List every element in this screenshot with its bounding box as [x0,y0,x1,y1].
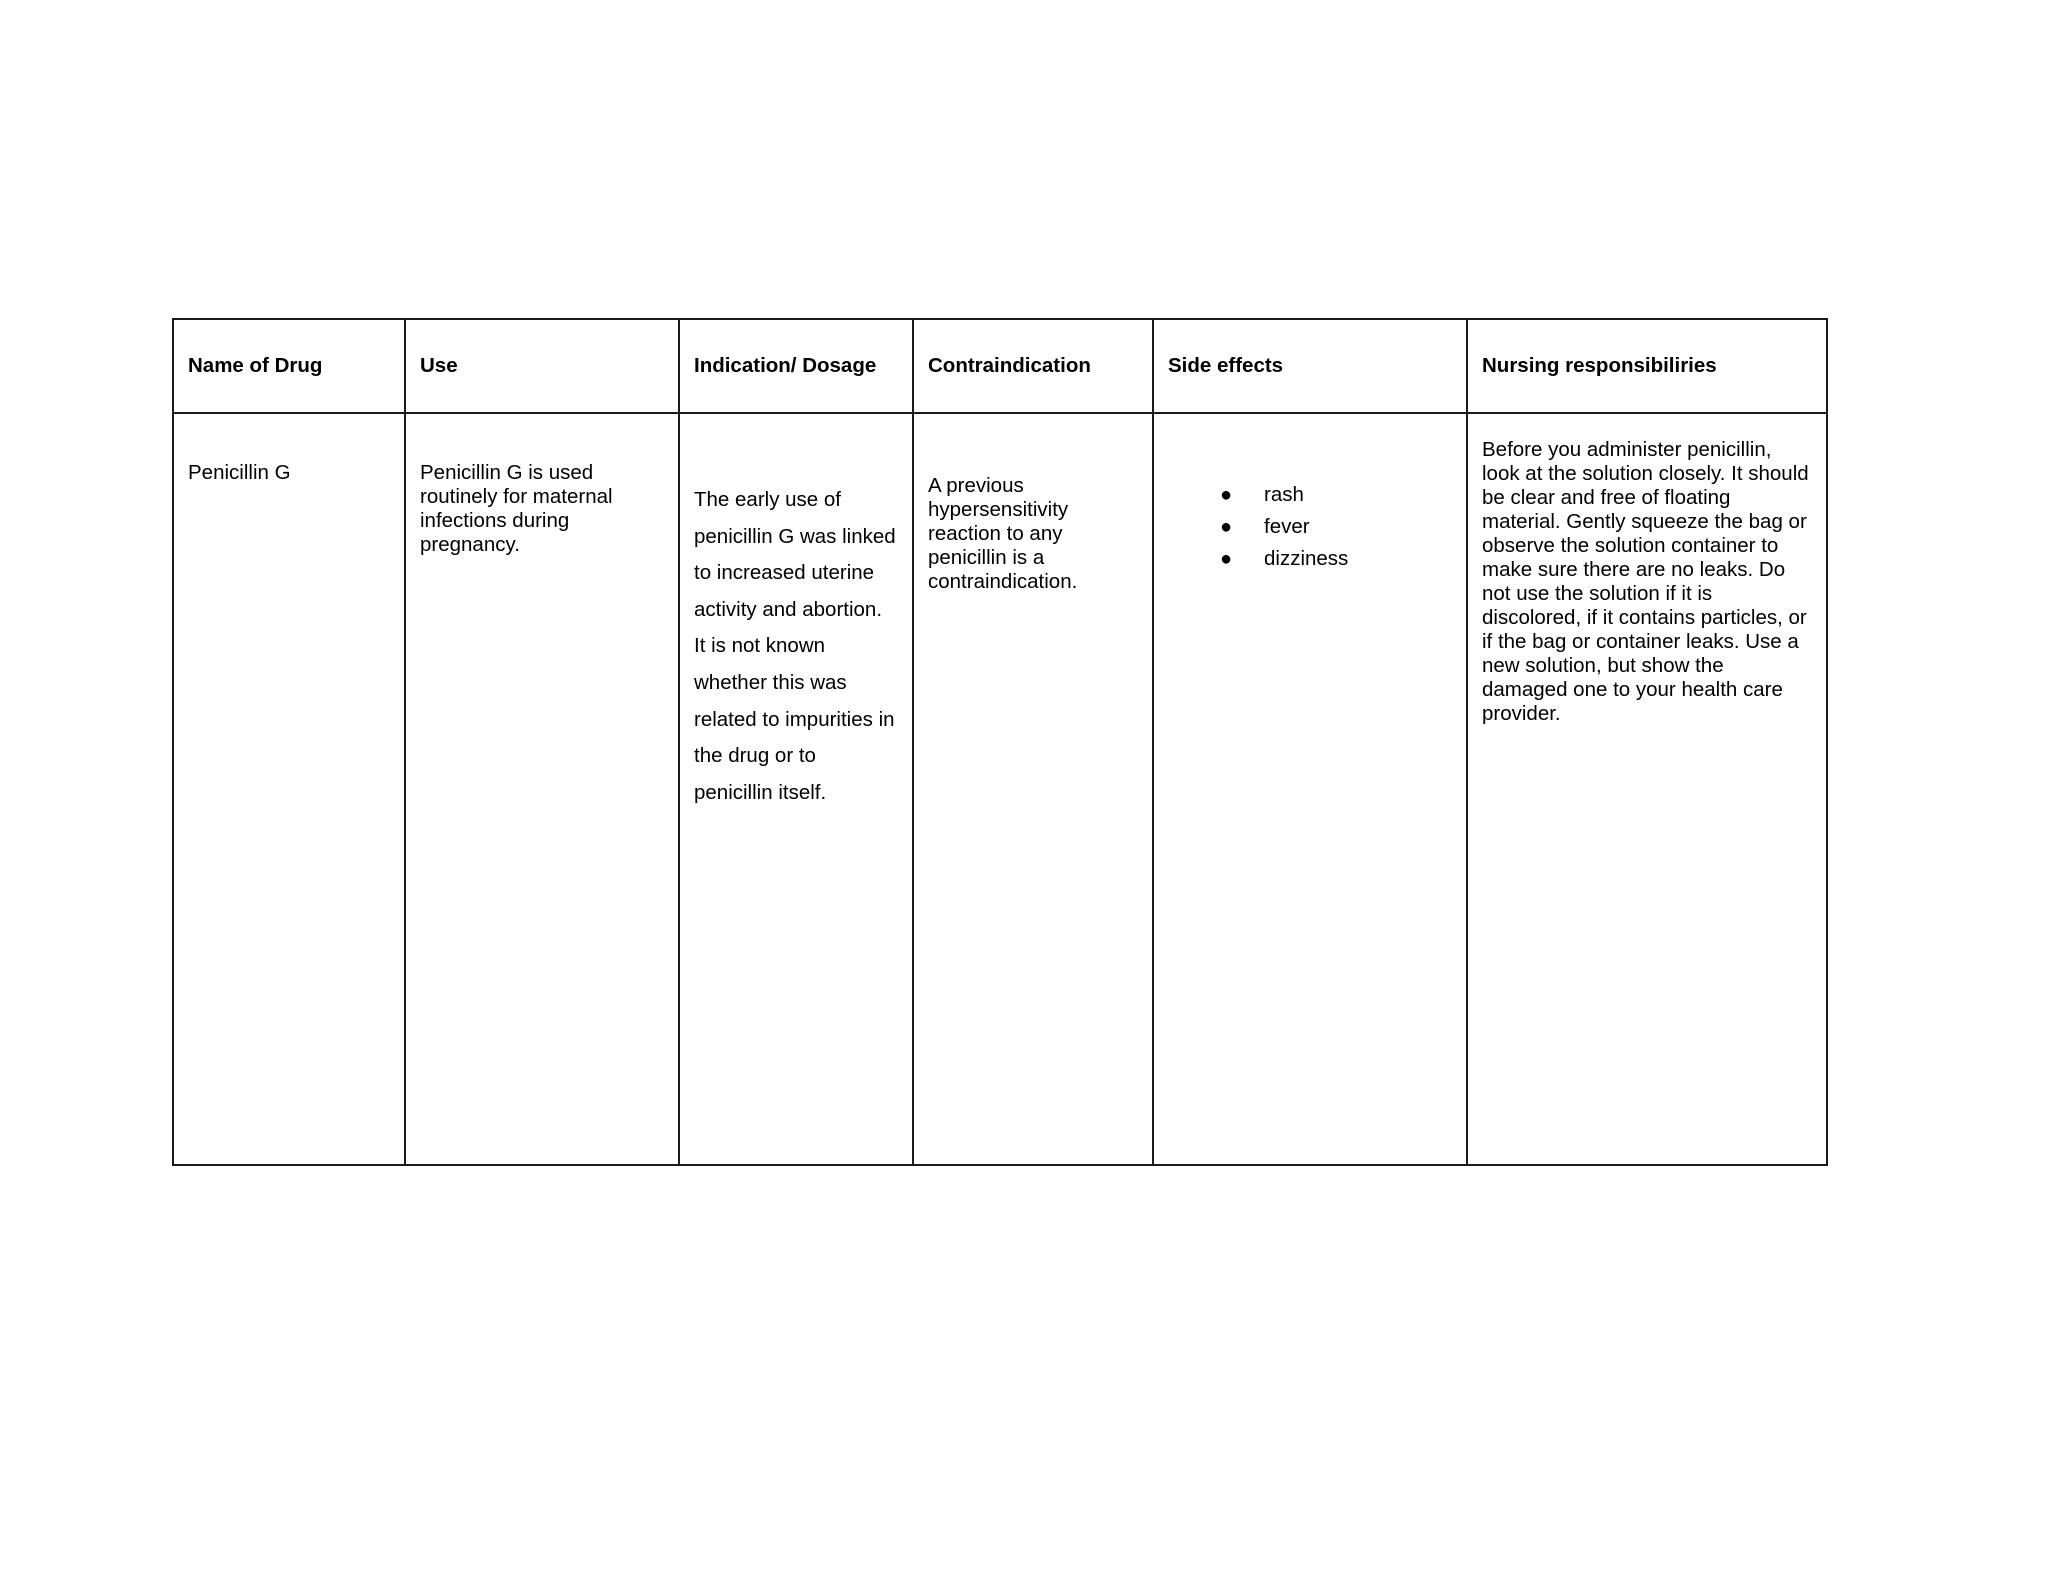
header-use: Use [405,319,679,413]
cell-nursing-responsibilities [1467,413,1827,1165]
side-effects-list [1168,479,1452,575]
contraindication-text: A previous hypersensitivity reaction to any penicillin is a contraindication. [928,474,1078,593]
header-nursing-responsibilities: Nursing responsibiliries [1467,319,1827,413]
bullet-icon: ● [1219,548,1233,570]
indication-text: The early use of penicillin G was linked to increased uterine activity and abortion. It is not known whether this was related to impurities in the drug or to penicillin itself. [694,488,896,804]
header-name-of-drug: Name of Drug [173,319,405,413]
bullet-icon: ● [1219,516,1233,538]
drug-table [172,318,1828,1166]
use-text: Penicillin G is used routinely for maternal infections during pregnancy. [420,461,613,556]
table-row [173,413,1827,1165]
header-side-effects: Side effects [1153,319,1467,413]
side-effect-label: dizziness [1264,547,1349,570]
header-contraindication: Contraindication [913,319,1153,413]
cell-use [405,413,679,1165]
cell-side-effects [1153,413,1467,1165]
cell-indication [679,413,913,1165]
list-item [1216,511,1452,543]
header-row [173,319,1827,413]
header-indication-dosage: Indication/ Dosage [679,319,913,413]
side-effect-label: rash [1264,483,1304,506]
nursing-text: Before you administer penicillin, look at the solution closely. It should be clear and free of floating material. Gently squeeze the bag or observe the solution container to make sure there are no leaks. Do not use the solution if it is discolored, if it contains particles, or if the bag or container leaks. Use a new solution, but show the damaged one to your health care provider. [1482,438,1809,725]
list-item [1216,543,1452,575]
drug-name-text: Penicillin G [188,461,291,484]
side-effect-label: fever [1264,515,1310,538]
cell-contraindication [913,413,1153,1165]
list-item [1216,479,1452,511]
bullet-icon: ● [1219,484,1233,506]
cell-drug-name [173,413,405,1165]
